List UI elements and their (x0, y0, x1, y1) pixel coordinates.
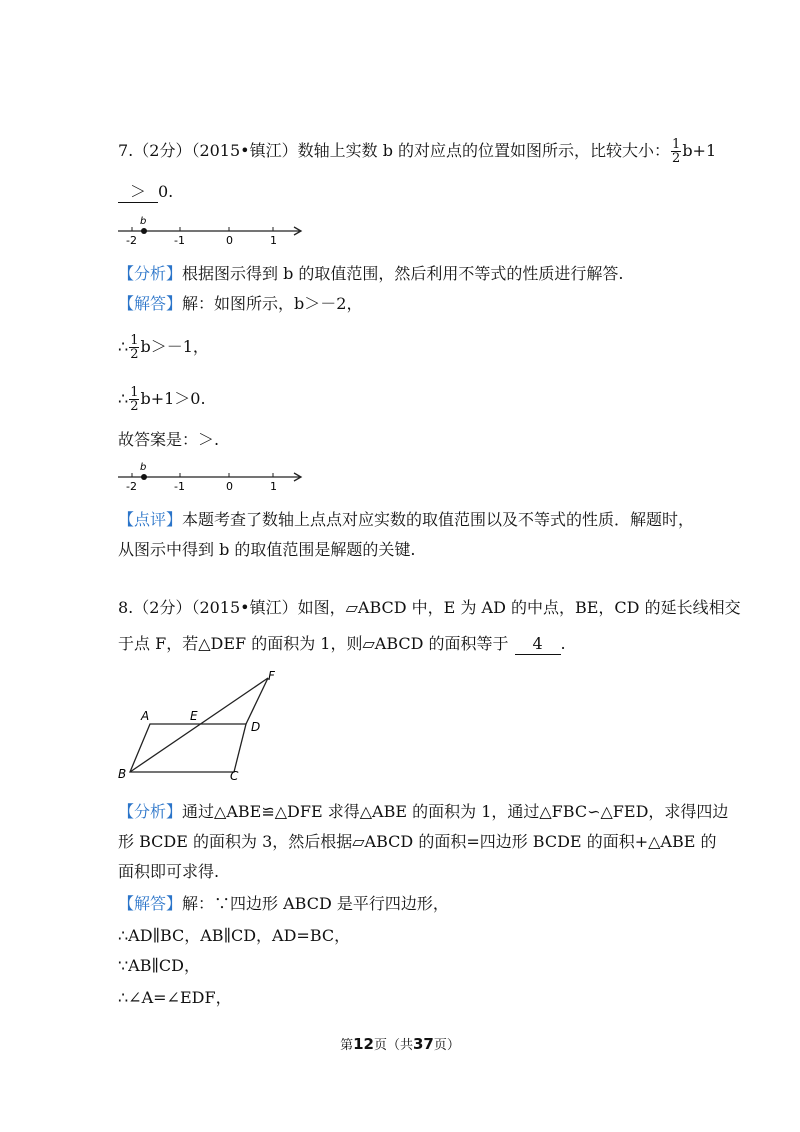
q7-analysis (118, 262, 624, 286)
segment-bf (130, 678, 268, 772)
q7-stem-end: 0. (158, 182, 174, 201)
q8-solution (118, 892, 449, 916)
q7-step2 (118, 386, 206, 413)
q8-step2-text: ∵AB∥CD， (118, 956, 200, 975)
tick-label: -2 (126, 234, 137, 247)
tick-label: 0 (226, 480, 233, 493)
label-e: E (190, 709, 198, 723)
q7-fraction (671, 138, 681, 165)
point-b-dot (141, 474, 147, 480)
q7-analysis-tag: 【分析】 (118, 264, 183, 283)
point-b-label: b (140, 216, 147, 227)
q7-frac-den: 2 (672, 151, 681, 166)
q8-stem-text-2: 于点 F，若△DEF 的面积为 1，则▱ABCD 的面积等于 (118, 634, 509, 653)
q7-comment (118, 508, 694, 532)
tick-label: 1 (270, 480, 277, 493)
number-line-1 (112, 212, 312, 248)
q8-analysis (118, 800, 728, 824)
q7-step1 (118, 334, 209, 361)
therefore-symbol: ∴ (118, 389, 129, 408)
q8-analysis-text-2: 形 BCDE 的面积为 3，然后根据▱ABCD 的面积=四边形 BCDE 的面积+△ABE 的 (118, 832, 717, 851)
label-a: A (141, 709, 150, 723)
q8-step1-text: ∴AD∥BC，AB∥CD，AD=BC， (118, 926, 351, 945)
q8-answer-blank: 4 (515, 634, 561, 655)
q8-step2 (118, 954, 200, 978)
therefore-symbol: ∴ (118, 337, 129, 356)
q8-analysis-text-3: 面积即可求得. (118, 862, 220, 881)
q7-stem-text: 7.（2分）（2015•镇江）数轴上实数 b 的对应点的位置如图所示，比较大小： (118, 141, 671, 160)
label-b: B (118, 767, 127, 781)
q8-solution-text: 解：∵四边形 ABCD 是平行四边形， (182, 894, 449, 913)
q7-comment-cont (118, 538, 416, 562)
q7-conclusion-text: 故答案是：＞. (118, 430, 220, 449)
q7-solution-tag: 【解答】 (118, 294, 183, 313)
q7-step2-frac-num: 1 (130, 385, 139, 400)
q7-solution-text: 解：如图所示，b＞－2， (182, 294, 363, 313)
q8-solution-tag: 【解答】 (118, 894, 183, 913)
q7-comment-tag: 【点评】 (118, 510, 183, 529)
tick-label: -1 (174, 480, 185, 493)
parallelogram-figure (110, 664, 290, 786)
q7-stem-tail: b+1 (682, 141, 717, 160)
q7-answer-blank: ＞ (118, 182, 158, 203)
footer-middle: 页（共 (373, 1038, 413, 1053)
q7-step2-text: b+1＞0. (140, 389, 206, 408)
q8-analysis-text: 通过△ABE≌△DFE 求得△ABE 的面积为 1，通过△FBC∽△FED，求得四边 (182, 802, 729, 821)
tick-label: -2 (126, 480, 137, 493)
q7-step1-frac-den: 2 (130, 347, 139, 362)
label-d: D (251, 720, 261, 734)
tick-label: 1 (270, 234, 277, 247)
q8-analysis-cont (118, 830, 717, 854)
footer-total-pages: 37 (413, 1035, 434, 1053)
q8-stem-text: 8.（2分）（2015•镇江）如图，▱ABCD 中，E 为 AD 的中点，BE，CD 的延长线相交 (118, 598, 741, 617)
label-c: C (230, 769, 239, 783)
q7-analysis-text: 根据图示得到 b 的取值范围，然后利用不等式的性质进行解答. (182, 264, 624, 283)
q7-solution (118, 292, 362, 316)
tick-label: -1 (174, 234, 185, 247)
footer-prefix: 第 (340, 1038, 354, 1053)
q8-step3 (118, 986, 232, 1010)
q7-step1-frac-num: 1 (130, 333, 139, 348)
label-f: F (268, 669, 275, 683)
q7-stem (118, 138, 716, 165)
q7-frac-num: 1 (672, 137, 681, 152)
q7-step1-fraction (129, 334, 139, 361)
number-line-2 (112, 458, 312, 494)
q8-step3-text: ∴∠A=∠EDF， (118, 988, 232, 1007)
q8-analysis-cont2 (118, 860, 219, 884)
footer-suffix: 页） (433, 1038, 460, 1053)
footer-page-number: 12 (353, 1035, 374, 1053)
q7-conclusion (118, 428, 219, 452)
parallelogram-abcd (130, 724, 246, 772)
q7-step2-frac-den: 2 (130, 399, 139, 414)
q7-step2-fraction (129, 386, 139, 413)
tick-label: 0 (226, 234, 233, 247)
point-b-dot (141, 228, 147, 234)
q7-step1-text: b＞－1， (140, 337, 209, 356)
page-footer (0, 1034, 800, 1053)
q8-stem (118, 596, 741, 620)
q8-analysis-tag: 【分析】 (118, 802, 183, 821)
point-b-label: b (140, 462, 147, 473)
q8-step1 (118, 924, 350, 948)
q7-answer-line (118, 180, 173, 204)
q8-stem-cont (118, 632, 566, 656)
q8-stem-end: . (560, 634, 566, 653)
q7-comment-text: 本题考查了数轴上点点对应实数的取值范围以及不等式的性质．解题时， (182, 510, 695, 529)
q7-comment-text-2: 从图示中得到 b 的取值范围是解题的关键. (118, 540, 416, 559)
